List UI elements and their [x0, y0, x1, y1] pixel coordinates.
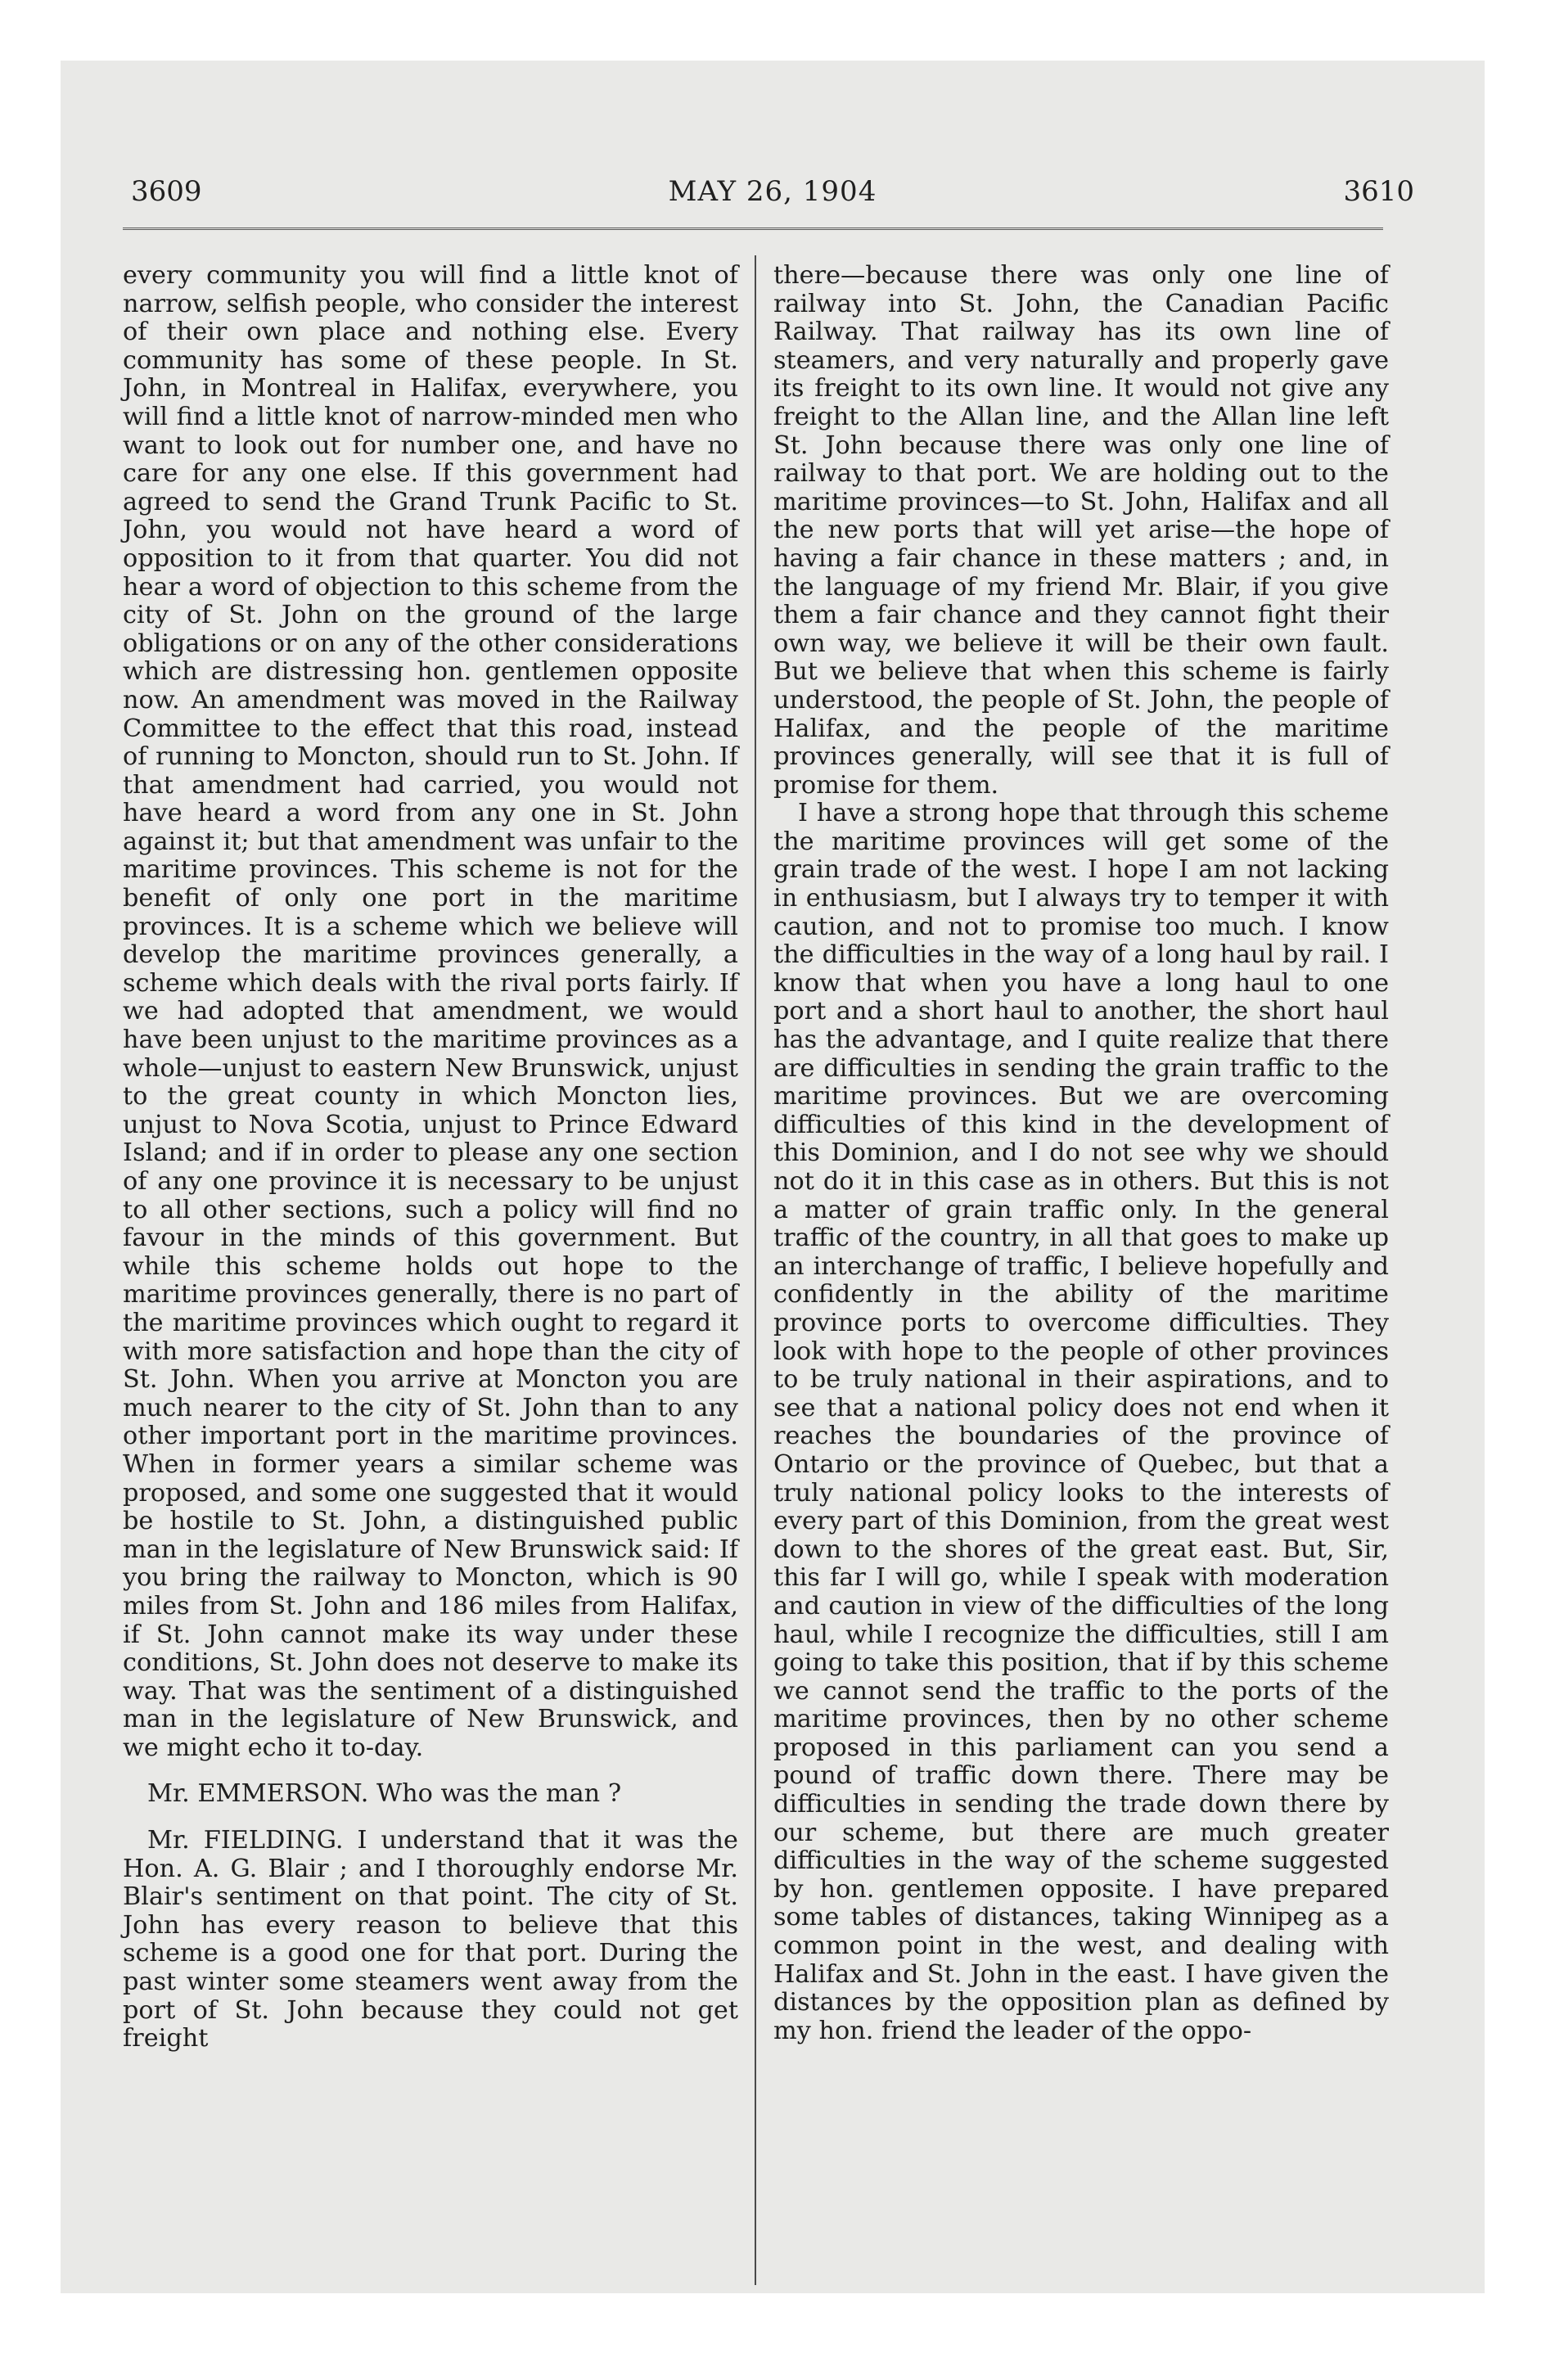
right-column — [773, 262, 1389, 2045]
right-paragraph-2: I have a strong hope that through this scheme the maritime provinces will get some of the grain trade of the west. I hope I am not lacking in enthusiasm, but I always try to temper it with caution, and not to promise too much. I know the difficulties in the way of a long haul by rail. I know that when you have a long haul to one port and a short haul to another, the short haul has the advantage, and I quite realize that there are difficulties in sending the grain traffic to the maritime provinces. But we are overcoming difficulties of this kind in the development of this Dominion, and I do not see why we should not do it in this case as in others. But this is not a matter of grain traffic only. In the general traffic of the country, in all that goes to make up an interchange of traffic, I believe hopefully and confidently in the ability of the maritime province ports to overcome difficulties. They look with hope to the people of other provinces to be truly national in their aspirations, and to see that a national policy does not end when it reaches the boundaries of the province of Ontario or the province of Quebec, but that a truly national policy looks to the interests of every part of this Dominion, from the great west down to the shores of the great east. But, Sir, this far I will go, while I speak with moderation and caution in view of the difficulties of the long haul, while I recognize the difficulties, still I am going to take this position, that if by this scheme we cannot send the traffic to the ports of the maritime provinces, then by no other scheme proposed in this parliament can you send a pound of traffic down there. There may be difficulties in sending the trade down there by our scheme, but there are much greater difficulties in the way of the scheme suggested by hon. gentlemen opposite. I have prepared some tables of distances, taking Winnipeg as a common point in the west, and dealing with Halifax and St. John in the east. I have given the distances by the opposition plan as defined by my hon. friend the leader of the oppo- — [773, 799, 1389, 2045]
column-divider — [755, 255, 756, 2285]
left-paragraph-1: every community you will find a little knot of narrow, selfish people, who consider the interest of their own place and nothing else. Every community has some of these people. In St. John, in Montreal in Halifax, everywhere, you will find a little knot of narrow-minded men who want to look out for number one, and have no care for any one else. If this government had agreed to send the Grand Trunk Pacific to St. John, you would not have heard a word of opposition to it from that quarter. You did not hear a word of objection to this scheme from the city of St. John on the ground of the large obligations or on any of the other considerations which are distressing hon. gentlemen opposite now. An amendment was moved in the Railway Committee to the effect that this road, instead of running to Moncton, should run to St. John. If that amendment had carried, you would not have heard a word from any one in St. John against it; but that amendment was unfair to the maritime provinces. This scheme is not for the benefit of only one port in the maritime provinces. It is a scheme which we believe will develop the maritime provinces generally, a scheme which deals with the rival ports fairly. If we had adopted that amendment, we would have been unjust to the maritime provinces as a whole—unjust to eastern New Brunswick, unjust to the great county in which Moncton lies, unjust to Nova Scotia, unjust to Prince Edward Island; and if in order to please any one section of any one province it is necessary to be unjust to all other sections, such a policy will find no favour in the minds of this government. But while this scheme holds out hope to the maritime provinces generally, there is no part of the maritime provinces which ought to regard it with more satisfaction and hope than the city of St. John. When you arrive at Moncton you are much nearer to the city of St. John than to any other important port in the maritime provinces. When in former years a similar scheme was proposed, and some one suggested that it would be hostile to St. John, a distinguished public man in the legislature of New Brunswick said: If you bring the railway to Moncton, which is 90 miles from St. John and 186 miles from Halifax, if St. John cannot make its way under these conditions, St. John does not deserve to make its way. That was the sentiment of a distinguished man in the legislature of New Brunswick, and we might echo it to-day. — [123, 261, 738, 1762]
left-column — [123, 262, 738, 2053]
left-paragraph-fielding: Mr. FIELDING. I understand that it was the Hon. A. G. Blair ; and I thoroughly endorse Mr. Blair's sentiment on that point. The city of St. John has every reason to believe that this scheme is a good one for that port. During the past winter some steamers went away from the port of St. John because they could not get freight — [123, 1826, 738, 2053]
left-page-number: 3609 — [131, 175, 202, 208]
header-rule — [123, 228, 1383, 230]
right-paragraph-1: there—because there was only one line of railway into St. John, the Canadian Pacific Railway. That railway has its own line of steamers, and very naturally and properly gave its freight to its own line. It would not give any freight to the Allan line, and the Allan line left St. John because there was only one line of railway to that port. We are holding out to the maritime provinces—to St. John, Halifax and all the new ports that will yet arise—the hope of having a fair chance in these matters ; and, in the language of my friend Mr. Blair, if you give them a fair chance and they cannot fight their own way, we believe it will be their own fault. But we believe that when this scheme is fairly understood, the people of St. John, the people of Halifax, and the people of the maritime provinces generally, will see that it is full of promise for them. — [773, 261, 1389, 800]
left-paragraph-emmerson: Mr. EMMERSON. Who was the man ? — [147, 1779, 622, 1809]
page-header — [131, 175, 1414, 232]
right-page-number: 3610 — [1343, 175, 1414, 208]
page-date: MAY 26, 1904 — [668, 175, 877, 208]
